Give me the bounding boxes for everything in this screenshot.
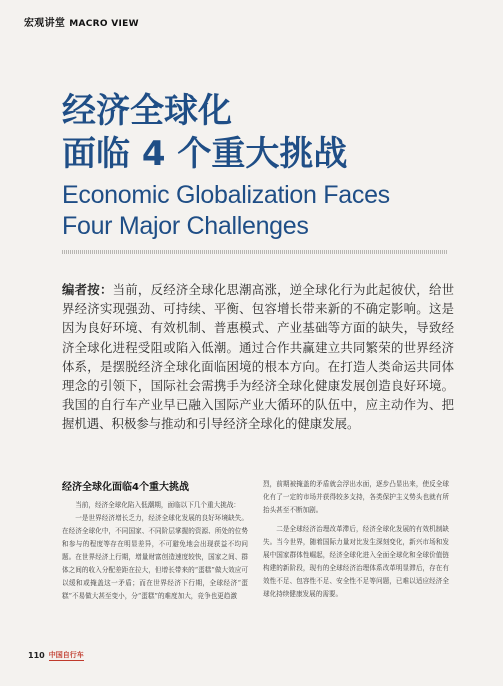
- page-number: 110: [28, 651, 45, 660]
- body-column-right: [263, 478, 449, 601]
- article-title-cn: 经济全球化 面临 4 个重大挑战: [62, 91, 348, 174]
- article-title-en: Economic Globalization Faces Four Major Challenges: [62, 181, 390, 240]
- section-heading: 经济全球化面临4个重大挑战: [62, 482, 189, 493]
- editor-note-label: 编者按：: [62, 282, 113, 297]
- title-divider: [62, 250, 448, 254]
- paragraph-challenge-1: 一是世界经济增长乏力，经济全球化发展的良好环境缺失。在经济全球化中，不同国家、不同阶层掌握的资源、所处的位势和参与的程度等存在明显差异，不可避免地会出现获益不均问题。在世界经济上行期，增量财富创造速度较快，国家之间、群体之间的收入分配差距在拉大，但增长带来的“蛋糕”做大效应可以缓和或掩盖这一矛盾；而在世界经济下行期，全球经济“蛋糕”不易做大甚至变小，分“蛋糕”的难度加大，竞争也更趋激: [62, 514, 248, 600]
- editor-note: [62, 280, 454, 434]
- page-footer: [28, 650, 84, 661]
- paragraph-challenge-2: 二是全球经济治理改革滞后，经济全球化发展的有效机制缺失。当今世界，随着国际力量对比发生深刻变化，新兴市场和发展中国家群体性崛起，经济全球化进入全面全球化和全球价值链构建的新阶段，现有的全球经济治理体系改革明显滞后，存在有效性不足、包容性不足、安全性不足等问题，已难以适应经济全球化持续健康发展的需要。: [263, 525, 449, 598]
- body-column-left: [62, 478, 248, 603]
- section-intro: 当前，经济全球化陷入低潮期，面临以下几个重大挑战：: [75, 501, 241, 509]
- column-tag: [24, 14, 139, 29]
- editor-note-text: 当前，反经济全球化思潮高涨，逆全球化行为此起彼伏，给世界经济实现强劲、可持续、平衡、包容增长带来新的不确定影响。这是因为良好环境、有效机制、普惠模式、产业基础等方面的缺失，导致经济全球化进程受阻或陷入低潮。通过合作共赢建立共同繁荣的世界经济体系，是摆脱经济全球化面临困境的根本方向。在打造人类命运共同体理念的引领下，国际社会需携手为经济全球化健康发展创造良好环境。我国的自行车产业早已融入国际产业大循环的队伍中，应主动作为、把握机遇、积极参与推动和引导经济全球化的健康发展。: [62, 282, 455, 432]
- column-tag-cn: 宏观讲堂: [24, 18, 66, 29]
- column-tag-en: MACRO VIEW: [69, 19, 139, 29]
- paragraph-challenge-1-continued: 烈，前期被掩盖的矛盾就会浮出水面，逐步凸显出来，使反全球化有了一定的市场并获得较多支持，各类保护主义势头也就有所抬头甚至不断加剧。: [263, 480, 449, 514]
- magazine-logo: 中国自行车: [48, 650, 84, 659]
